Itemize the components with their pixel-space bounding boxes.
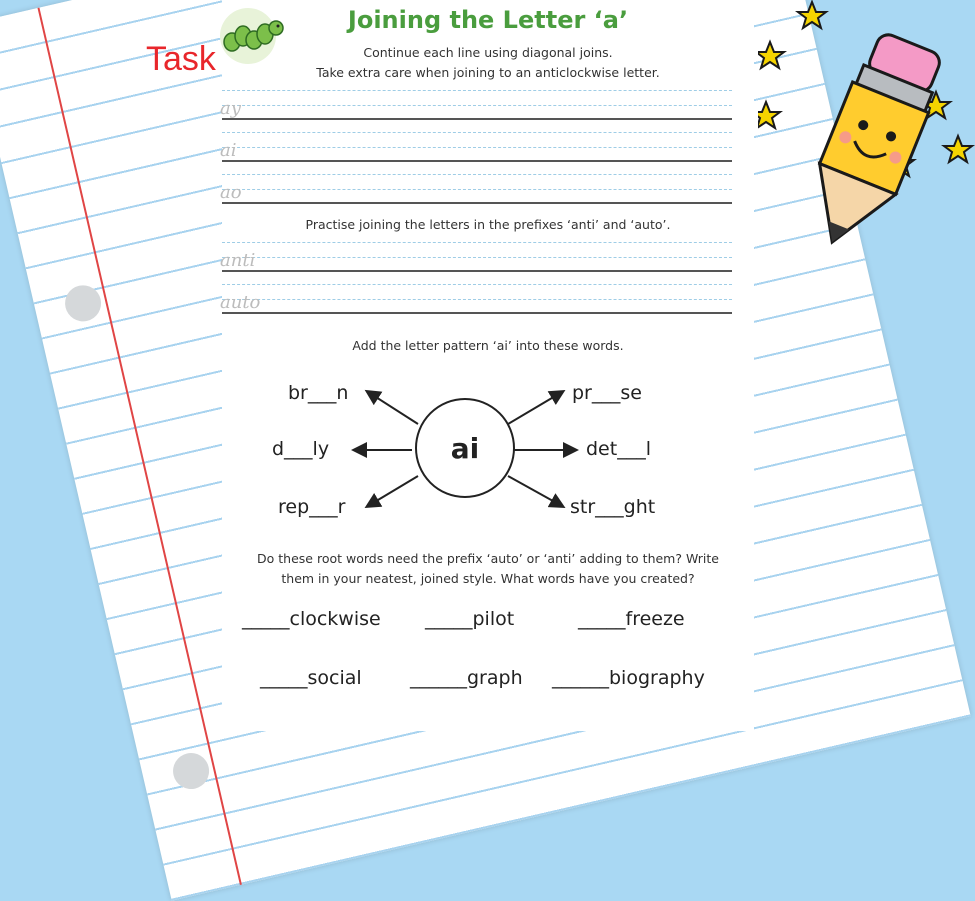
- pencil-mascot-icon: [758, 0, 975, 260]
- ai-word-right[interactable]: det___l: [586, 438, 651, 460]
- root-words-instruction-2: them in your neatest, joined style. What words have you created?: [281, 571, 695, 586]
- ai-word-right[interactable]: pr___se: [572, 382, 642, 404]
- instruction-line-2: Take extra care when joining to an anticlockwise letter.: [316, 65, 660, 80]
- ai-center-circle: [415, 398, 515, 498]
- ai-pattern-instruction: Add the letter pattern ‘ai’ into these words.: [352, 338, 624, 353]
- prefix-word[interactable]: _____social: [260, 667, 362, 689]
- ai-word-left[interactable]: d___ly: [272, 438, 330, 460]
- task-label: Task: [146, 40, 216, 78]
- margin-line: [37, 8, 241, 885]
- center-pattern: ai: [450, 431, 480, 465]
- worksheet: [222, 0, 754, 731]
- trace-prefix: anti: [220, 250, 256, 271]
- star-icon: [758, 102, 780, 128]
- ai-word-left[interactable]: rep___r: [278, 496, 346, 518]
- handwriting-line[interactable]: [222, 174, 732, 204]
- trace-letters: ay: [220, 98, 241, 119]
- instruction-line-1: Continue each line using diagonal joins.: [363, 45, 613, 60]
- prefix-word[interactable]: ______biography: [552, 667, 705, 689]
- worksheet-title: Joining the Letter ‘a’: [347, 6, 629, 34]
- star-icon: [758, 42, 784, 68]
- star-icon: [798, 2, 826, 28]
- binder-hole: [169, 749, 212, 792]
- star-icon: [944, 136, 972, 162]
- trace-letters: ai: [220, 140, 237, 161]
- binder-hole: [61, 282, 104, 325]
- trace-prefix: auto: [220, 292, 261, 313]
- handwriting-line[interactable]: [222, 132, 732, 162]
- prefix-word[interactable]: _____freeze: [578, 608, 685, 630]
- handwriting-line[interactable]: [222, 284, 732, 314]
- root-words-instruction-1: Do these root words need the prefix ‘auto’ or ‘anti’ adding to them? Write: [257, 551, 719, 566]
- handwriting-line[interactable]: [222, 90, 732, 120]
- prefix-word[interactable]: _____pilot: [425, 608, 515, 630]
- ai-word-right[interactable]: str___ght: [570, 496, 656, 518]
- trace-letters: ao: [220, 182, 242, 203]
- handwriting-line[interactable]: [222, 242, 732, 272]
- prefix-word[interactable]: ______graph: [410, 667, 523, 689]
- ai-word-left[interactable]: br___n: [288, 382, 349, 404]
- prefix-word[interactable]: _____clockwise: [242, 608, 381, 630]
- prefix-practice-instruction: Practise joining the letters in the prefixes ‘anti’ and ‘auto’.: [305, 217, 671, 232]
